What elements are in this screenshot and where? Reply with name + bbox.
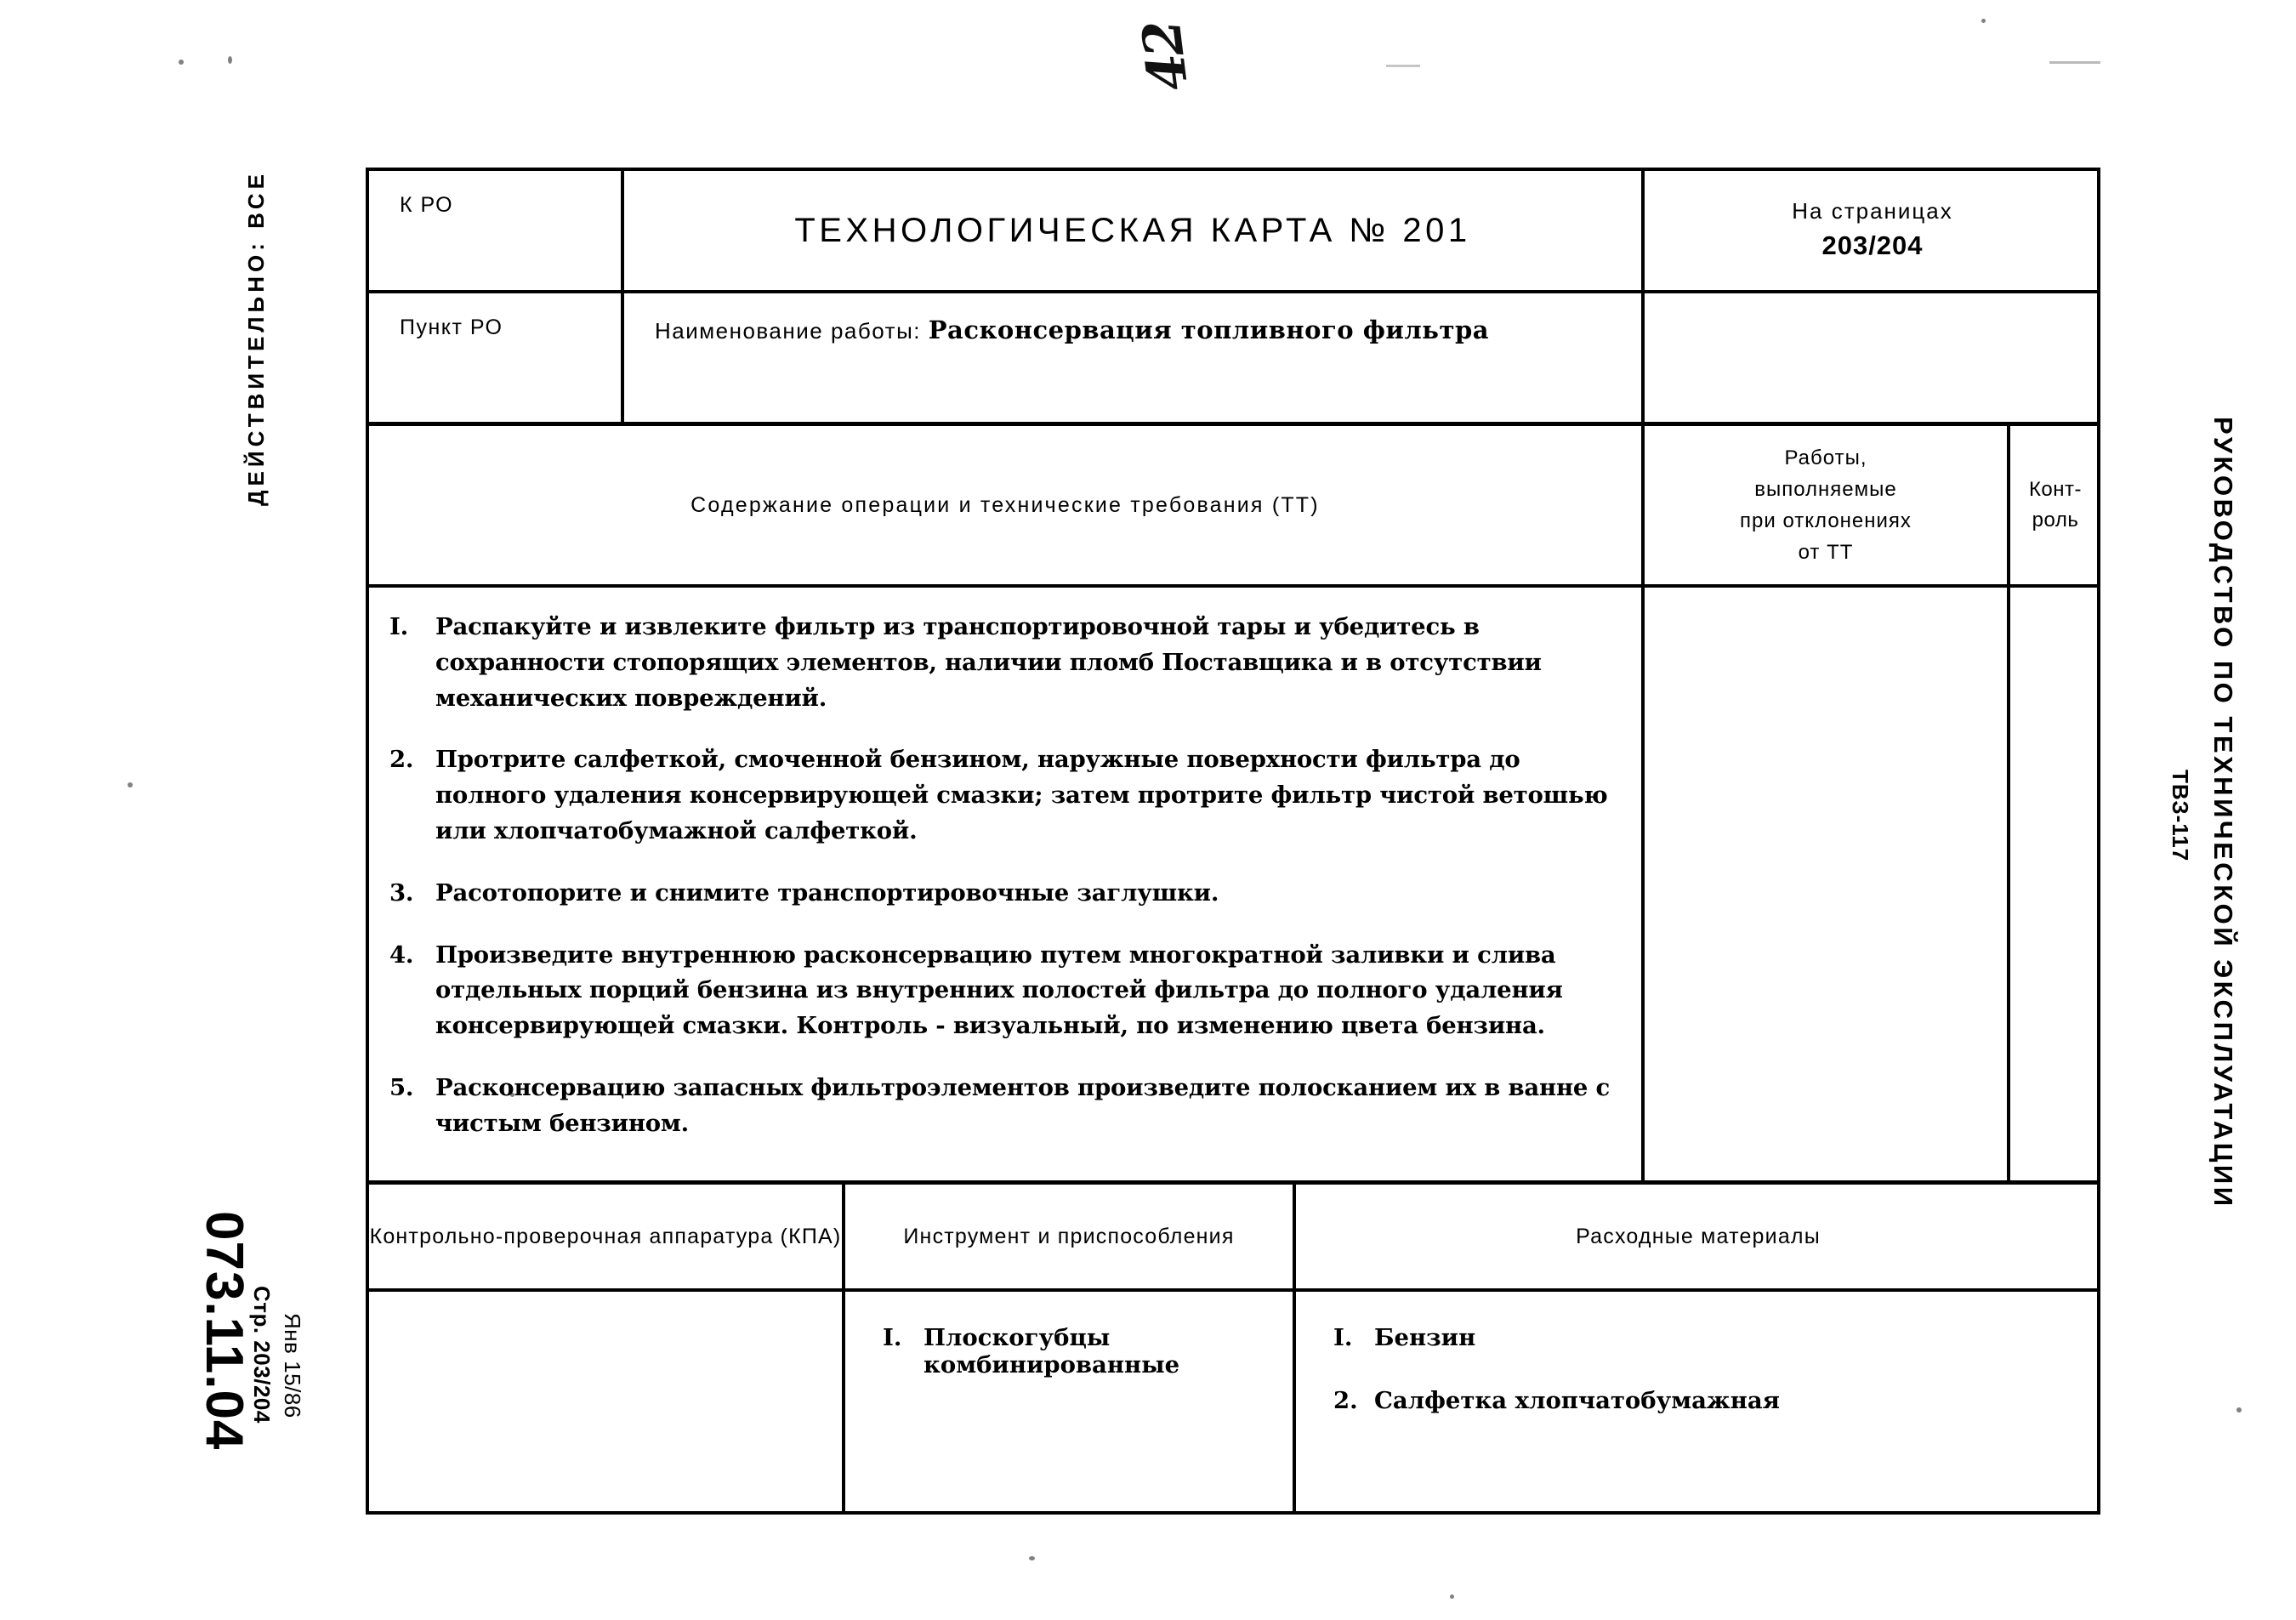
list-item bbox=[883, 1324, 1293, 1378]
manual-title-legend: РУКОВОДСТВО ПО ТЕХНИЧЕСКОЙ ЭКСПЛУАТАЦИИ bbox=[2208, 417, 2238, 1209]
header-row-title bbox=[369, 171, 2097, 293]
kro-label: К РО bbox=[400, 193, 454, 217]
operation-item bbox=[389, 742, 1619, 849]
control-cell bbox=[2010, 588, 2100, 1180]
operation-number: 4. bbox=[389, 941, 414, 969]
control-header-line-1: Конт- bbox=[2028, 478, 2083, 501]
operation-item bbox=[389, 1071, 1619, 1142]
operations-list bbox=[369, 588, 1641, 1180]
validity-legend: ДЕЙСТВИТЕЛЬНО: ВСЕ bbox=[243, 170, 269, 506]
page-title: ТЕХНОЛОГИЧЕСКАЯ КАРТА № 201 bbox=[794, 211, 1471, 249]
kpa-cell bbox=[369, 1292, 845, 1511]
handwritten-page-number: 42 bbox=[1130, 19, 1201, 94]
work-name-cell bbox=[624, 293, 1645, 422]
scan-speck bbox=[128, 782, 133, 787]
scan-speck bbox=[228, 56, 232, 64]
content-header-label: Содержание операции и технические требования (ТТ) bbox=[691, 492, 1320, 517]
works-header-line-2: выполняемые bbox=[1754, 477, 1897, 501]
deviation-works-column-header bbox=[1645, 426, 2010, 584]
materials-cell bbox=[1296, 1292, 2100, 1511]
instruments-column-header bbox=[845, 1185, 1296, 1288]
pages-cell bbox=[1645, 171, 2100, 290]
item-text: Плоскогубцы комбинированные bbox=[924, 1324, 1180, 1378]
scan-speck bbox=[1386, 65, 1420, 67]
card-title-cell bbox=[624, 171, 1645, 290]
item-number: I. bbox=[1333, 1324, 1353, 1351]
header-row-work-name bbox=[369, 293, 2097, 426]
kro-cell bbox=[369, 171, 624, 290]
instruments-header-label: Инструмент и приспособления bbox=[903, 1224, 1235, 1248]
operation-item bbox=[389, 610, 1619, 716]
punkt-label: Пункт РО bbox=[400, 315, 503, 339]
work-name-line bbox=[655, 293, 1489, 344]
kpa-header-label: Контрольно-проверочная аппаратура (КПА) bbox=[369, 1224, 842, 1248]
document-number: 073.11.04 bbox=[195, 1211, 253, 1451]
operation-item bbox=[389, 876, 1619, 912]
operation-text: Расотопорите и снимите транспортировочные заглушки. bbox=[435, 878, 1219, 907]
instruments-list bbox=[845, 1292, 1293, 1511]
punkt-cell bbox=[369, 293, 624, 422]
operations-cell bbox=[369, 588, 1645, 1180]
operation-item bbox=[389, 938, 1619, 1044]
content-column-header bbox=[369, 426, 1645, 584]
item-number: I. bbox=[883, 1324, 902, 1351]
operation-number: 5. bbox=[389, 1073, 414, 1101]
scan-speck bbox=[179, 60, 184, 65]
scan-speck bbox=[1450, 1594, 1454, 1599]
blank-cell bbox=[1645, 293, 2100, 422]
operation-text: Произведите внутреннюю расконсервацию путем многократной заливки и слива отдельных порций бензина из внутренних полостей фильтра до полного удаления консервирующей смазки. Контроль - визуальный, по изменению цвета бензина. bbox=[435, 941, 1563, 1040]
work-name-value: Расконсервация топливного фильтра bbox=[928, 315, 1490, 344]
column-header-row bbox=[369, 426, 2097, 588]
instruments-cell bbox=[845, 1292, 1296, 1511]
works-header-line-1: Работы, bbox=[1784, 446, 1867, 469]
operation-number: 2. bbox=[389, 746, 414, 774]
operation-text: Расконсервацию запасных фильтроэлементов произведите полосканием их в ванне с чистым бензином. bbox=[435, 1073, 1611, 1137]
item-text: Бензин bbox=[1374, 1324, 1476, 1351]
document-page-range: Стр. 203/204 bbox=[249, 1286, 275, 1424]
engine-model-legend: ТВЗ-117 bbox=[2168, 770, 2193, 862]
work-name-label: Наименование работы: bbox=[655, 318, 921, 344]
resources-header-row bbox=[369, 1185, 2097, 1292]
works-header-line-4: от ТТ bbox=[1798, 541, 1854, 565]
deviation-works-cell bbox=[1645, 588, 2010, 1180]
operation-text: Протрите салфеткой, смоченной бензином, наружные поверхности фильтра до полного удаления консервирующей смазки; затем протрите фильтр чистой ветошью или хлопчатобумажной салфеткой. bbox=[435, 746, 1608, 844]
works-header-line-3: при отклонениях bbox=[1740, 509, 1912, 532]
control-header-line-2: роль bbox=[2032, 509, 2079, 531]
pages-value: 203/204 bbox=[1821, 230, 1924, 261]
operations-row bbox=[369, 588, 2097, 1185]
item-number: 2. bbox=[1333, 1387, 1358, 1414]
materials-header-label: Расходные материалы bbox=[1576, 1224, 1821, 1248]
technology-card-table bbox=[366, 168, 2100, 1515]
scan-speck bbox=[1981, 19, 1986, 23]
operation-text: Распакуйте и извлеките фильтр из транспортировочной тары и убедитесь в сохранности стопорящих элементов, наличии пломб Поставщика и в отсутствии механических повреждений. bbox=[435, 613, 1542, 712]
scan-speck bbox=[1029, 1556, 1035, 1560]
materials-column-header bbox=[1296, 1185, 2100, 1288]
document-date: Янв 15/86 bbox=[280, 1313, 305, 1418]
pages-label: На страницах bbox=[1792, 197, 1953, 224]
control-column-header bbox=[2010, 426, 2100, 584]
kpa-column-header bbox=[369, 1185, 845, 1288]
list-item bbox=[1333, 1387, 1780, 1414]
scan-speck bbox=[2236, 1407, 2242, 1413]
item-text: Салфетка хлопчатобумажная bbox=[1374, 1387, 1780, 1414]
list-item bbox=[1333, 1324, 1780, 1351]
operation-number: 3. bbox=[389, 878, 414, 907]
operation-number: I. bbox=[389, 613, 409, 640]
scan-speck bbox=[2049, 61, 2100, 64]
resources-row bbox=[369, 1292, 2097, 1511]
materials-list bbox=[1296, 1292, 1780, 1511]
